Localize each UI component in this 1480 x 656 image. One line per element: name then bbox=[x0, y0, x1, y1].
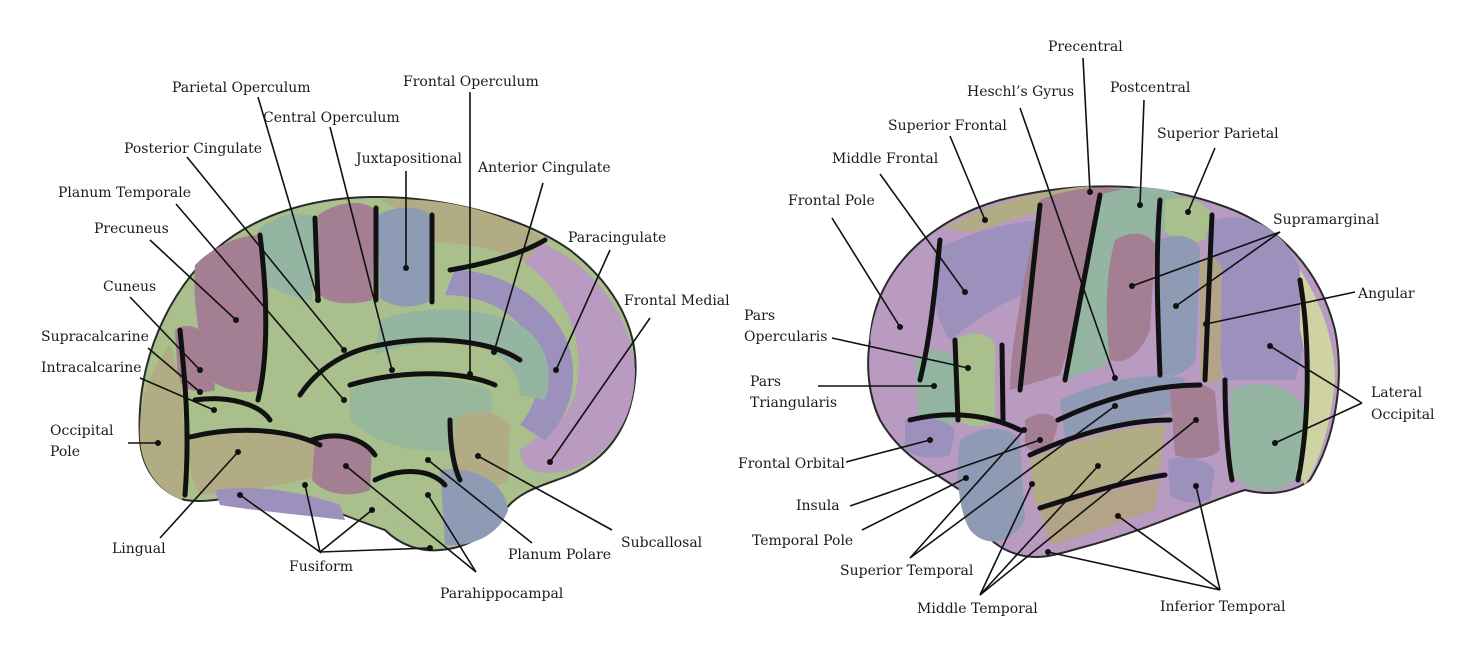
label-fusiform: Fusiform bbox=[289, 559, 353, 575]
label-pars-opercularis-line2: Opercularis bbox=[744, 329, 828, 345]
label-cuneus: Cuneus bbox=[103, 279, 157, 295]
label-lingual: Lingual bbox=[112, 541, 166, 557]
region-juxtapositional bbox=[378, 208, 432, 307]
region-inferior-temporal-c bbox=[1168, 458, 1215, 503]
label-planum-polare: Planum Polare bbox=[508, 547, 612, 563]
label-precuneus: Precuneus bbox=[94, 221, 169, 237]
label-paracingulate: Paracingulate bbox=[568, 230, 667, 246]
label-subcallosal: Subcallosal bbox=[621, 535, 703, 551]
label-pars-triangularis-line1: Pars bbox=[750, 374, 782, 390]
label-precentral: Precentral bbox=[1048, 39, 1123, 55]
label-pars-opercularis-line1: Pars bbox=[744, 308, 776, 324]
label-temporal-pole: Temporal Pole bbox=[752, 533, 854, 549]
label-planum-temporale: Planum Temporale bbox=[58, 185, 192, 201]
label-frontal-operculum: Frontal Operculum bbox=[403, 74, 539, 90]
label-anterior-cingulate: Anterior Cingulate bbox=[478, 160, 611, 176]
label-lateral-occipital-line2: Occipital bbox=[1371, 407, 1435, 423]
region-precentral-medial bbox=[318, 203, 375, 303]
label-angular: Angular bbox=[1358, 286, 1415, 302]
label-occipital-pole-line2: Pole bbox=[50, 444, 81, 460]
label-superior-frontal: Superior Frontal bbox=[888, 118, 1007, 134]
label-insula: Insula bbox=[796, 498, 840, 514]
label-juxtapositional: Juxtapositional bbox=[356, 151, 462, 167]
label-superior-temporal: Superior Temporal bbox=[840, 563, 974, 579]
label-parietal-operculum: Parietal Operculum bbox=[172, 80, 311, 96]
label-intracalcarine: Intracalcarine bbox=[41, 360, 142, 376]
region-lateral-occipital bbox=[1230, 384, 1308, 490]
label-inferior-temporal: Inferior Temporal bbox=[1160, 599, 1286, 615]
region-temporal-pole bbox=[958, 429, 1025, 542]
medial-brain-view bbox=[140, 197, 636, 550]
label-pars-triangularis-line2: Triangularis bbox=[750, 395, 838, 411]
label-heschls-gyrus: Heschl’s Gyrus bbox=[967, 84, 1075, 100]
region-supramarginal-b bbox=[1160, 236, 1200, 376]
region-angular bbox=[1213, 217, 1305, 380]
label-frontal-orbital: Frontal Orbital bbox=[738, 456, 845, 472]
label-middle-temporal: Middle Temporal bbox=[917, 601, 1038, 617]
label-lateral-occipital-line1: Lateral bbox=[1371, 385, 1423, 401]
label-supramarginal: Supramarginal bbox=[1273, 212, 1380, 228]
label-parahippocampal: Parahippocampal bbox=[440, 586, 564, 602]
label-posterior-cingulate: Posterior Cingulate bbox=[124, 141, 263, 157]
label-frontal-pole: Frontal Pole bbox=[788, 193, 875, 209]
label-occipital-pole-line1: Occipital bbox=[50, 423, 114, 439]
lateral-brain-view bbox=[868, 186, 1339, 557]
label-supracalcarine: Supracalcarine bbox=[41, 329, 149, 345]
label-superior-parietal: Superior Parietal bbox=[1157, 126, 1279, 142]
label-central-operculum: Central Operculum bbox=[263, 110, 400, 126]
label-frontal-medial: Frontal Medial bbox=[624, 293, 730, 309]
label-middle-frontal: Middle Frontal bbox=[832, 151, 939, 167]
label-postcentral: Postcentral bbox=[1110, 80, 1191, 96]
